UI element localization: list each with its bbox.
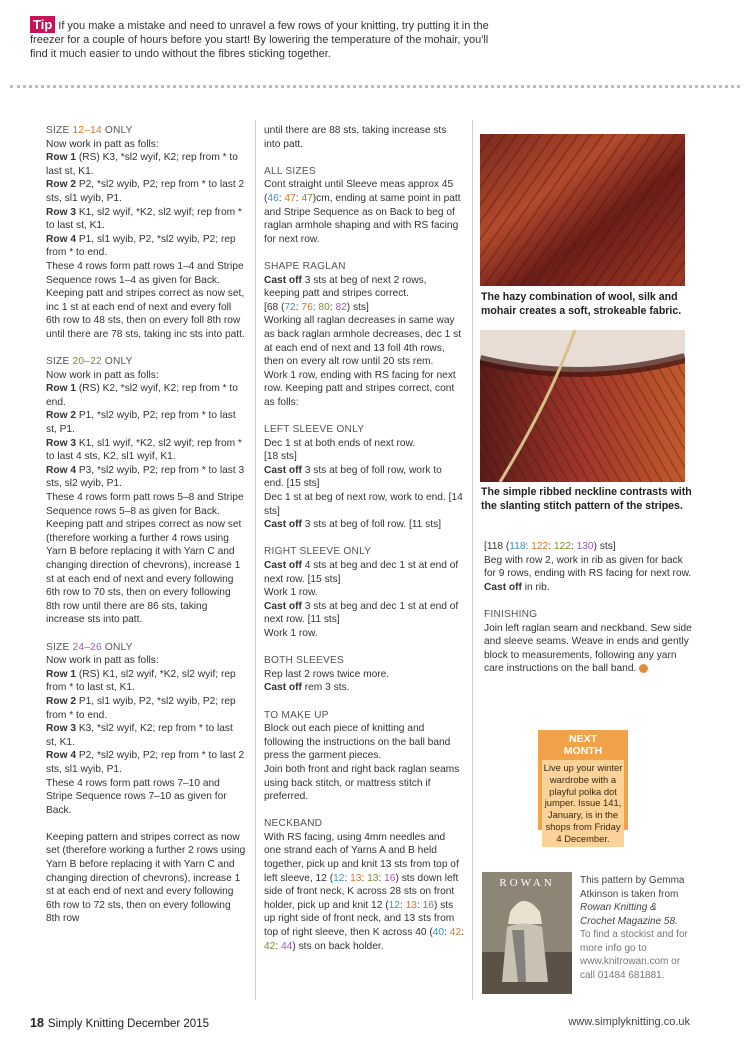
instruction: Beg with row 2, work in rib as given for back for 9 rows, ending with RS facing for next row. (484, 554, 692, 580)
instruction: Cast off 3 sts at beg and dec 1 st at end of next row. [11 sts] (264, 600, 459, 626)
instruction: Rep last 2 rows twice more. (264, 668, 390, 680)
pattern-column-3 (484, 540, 694, 676)
pattern-column-1 (46, 124, 246, 926)
next-month-title: MONTH (563, 744, 603, 757)
cover-brand: ROWAN (499, 877, 555, 889)
credit-text: This pattern by Gemma Atkinson is taken from Rowan Knitting & Crochet Magazine 58. To find a stockist and for more info go to www.knitrowan.com or call 01484 681881. (580, 875, 688, 981)
instruction: Keeping patt and stripes correct as now set, inc 1 st at each end of next and every foll 6th row to 48 sts, then on every foll 8th row until there are 78 sts, taking inc sts into patt. (46, 288, 245, 340)
footer-url[interactable]: www.simplyknitting.co.uk (568, 1016, 690, 1028)
instruction: Block out each piece of knitting and following the instructions on the ball band press the garment pieces. (264, 723, 451, 762)
next-month-title: NEXT (568, 733, 597, 745)
section-heading: SIZE 12–14 ONLY (46, 125, 133, 136)
instruction: Work 1 row. (264, 627, 318, 639)
instruction: Dec 1 st at beg of next row, work to end. [14 sts] (264, 492, 463, 517)
row-instruction: Row 3 K3, *sl2 wyif, K2; rep from * to last st, K1. (46, 723, 233, 748)
row-instruction: Row 2 P2, *sl2 wyib, P2; rep from * to last 2 sts, sl1 wyib, P1. (46, 179, 245, 204)
next-month-box (538, 730, 628, 844)
instruction: Now work in patt as folls: (46, 369, 159, 381)
row-instruction: Row 3 K1, sl1 wyif, *K2, sl2 wyif; rep from * to last 4 sts, K2, sl1 wyif, K1. (46, 437, 242, 463)
row-instruction: Row 2 P1, sl1 wyib, P2, *sl2 wyib, P2; rep from * to end. (46, 695, 236, 721)
section-heading: ALL SIZES (264, 165, 316, 177)
row-instruction: Row 4 P1, sl1 wyib, P2, *sl2 wyib, P2; rep from * to end. (46, 233, 236, 259)
dotted-divider (10, 85, 740, 88)
instruction: Work 1 row. (264, 587, 318, 599)
instruction: Keeping pattern and stripes correct as now set (therefore working a further 2 rows using Yarn B before replacing it with Yarn C and changing direction of chevrons), increase 1 st at each end of next and every following 6th row to 72 sts, then on every following 8th row (46, 831, 246, 925)
section-heading: LEFT SLEEVE ONLY (264, 424, 365, 436)
instruction: These 4 rows form patt rows 7–10 and Stripe Sequence rows 7–10 as given for Back. (46, 777, 227, 816)
instruction: Working all raglan decreases in same way as back raglan armhole decreases, dec 1 st at each end of next and 13 foll 4th rows, then on every alt row until 20 sts rem. (264, 315, 462, 368)
section-heading: SIZE 20–22 ONLY (46, 356, 133, 368)
row-instruction: Row 1 (RS) K1, sl2 wyif, *K2, sl2 wyif; rep from * to last st, K1. (46, 668, 236, 694)
instruction: [68 (72: 76: 80: 82) sts] (264, 301, 369, 313)
instruction: These 4 rows form patt rows 5–8 and Stripe Sequence rows 5–8 as given for Back. (46, 492, 244, 517)
instruction: Keeping patt and stripes correct as now set (therefore working a further 4 rows using Yarn B before replacing it with Yarn C and changing direction of chevrons), increase 1 st at each end of next and every following 6th row to 70 sts, then on every following 8th row until there are 86 sts, taking increase sts into patt. (46, 519, 242, 626)
footer-page (30, 1016, 209, 1030)
instruction: until there are 88 sts, taking increase sts into patt. (264, 125, 447, 150)
photo-caption: The simple ribbed neckline contrasts with the slanting stitch pattern of the stripes. (481, 486, 692, 512)
instruction: Work 1 row, ending with RS facing for next row. Keeping patt and stripes correct, cont as folls: (264, 369, 456, 408)
column-rule-1 (255, 120, 256, 1000)
section-heading: SIZE 24–26 ONLY (46, 641, 133, 653)
instruction: Cast off 3 sts at beg of foll row, work to end. [15 sts] (264, 464, 442, 490)
instruction: With RS facing, using 4mm needles and one strand each of Yarns A and B held together, pick up and knit 13 sts from top of left sleeve, 12 (12: 13: 13: 16) sts down left side of front neck, K across 28 sts on front holder, pick up and knit 12 (12: 13: 16) sts up right side of front neck, and 13 sts from top of right sleeve, then K across 40 (40: 42: 42: 44) sts on back holder. (264, 831, 464, 952)
neckline-photo (480, 330, 685, 482)
instruction: Join left raglan seam and neckband. Sew side and sleeve seams. Weave in ends and gently block to measurements, following any yarn care instructions on the ball band. (484, 622, 692, 675)
row-instruction: Row 2 P1, *sl2 wyib, P2; rep from * to last st, P1. (46, 410, 236, 436)
instruction: Dec 1 st at both ends of next row. (264, 437, 416, 449)
section-heading: BOTH SLEEVES (264, 655, 344, 667)
instruction: [18 sts] (264, 451, 297, 463)
tip-box (30, 16, 500, 62)
row-instruction: Row 3 K1, sl2 wyif, *K2, sl2 wyif; rep from * to last st, K1. (46, 206, 242, 232)
instruction: Cast off rem 3 sts. (264, 682, 350, 694)
page-number: 18 (30, 1016, 44, 1030)
row-instruction: Row 4 P3, *sl2 wyib, P2; rep from * to last 3 sts, sl2 wyib, P1. (46, 464, 245, 490)
section-heading: SHAPE RAGLAN (264, 260, 346, 272)
instruction: Cast off 4 sts at beg and dec 1 st at end of next row. [15 sts] (264, 560, 459, 585)
knit-fabric-photo (480, 134, 685, 286)
section-heading: FINISHING (484, 608, 538, 620)
section-heading: RIGHT SLEEVE ONLY (264, 546, 372, 558)
row-instruction: Row 1 (RS) K3, *sl2 wyif, K2; rep from * to last st, K1. (46, 152, 238, 177)
section-heading: TO MAKE UP (264, 709, 329, 721)
column-rule-2 (472, 120, 473, 1000)
instruction: Now work in patt as folls: (46, 655, 159, 667)
row-instruction: Row 1 (RS) K2, *sl2 wyif, K2; rep from * to end. (46, 383, 238, 408)
instruction: [118 (118: 122: 122: 130) sts] (484, 541, 616, 552)
row-instruction: Row 4 P2, *sl2 wyib, P2; rep from * to last 2 sts, sl1 wyib, P1. (46, 750, 245, 775)
tip-label: Tip (30, 16, 55, 33)
instruction: Join both front and right back raglan seams using back stitch, or mattress stitch if preferred. (264, 763, 460, 803)
magazine-issue: Simply Knitting December 2015 (47, 1018, 209, 1030)
pattern-column-2 (264, 124, 464, 953)
instruction: Cast off 3 sts at beg of next 2 rows, keeping patt and stripes correct. (264, 274, 427, 300)
instruction: Cast off 3 sts at beg of foll row. [11 sts] (264, 519, 442, 531)
magazine-cover-image (482, 872, 572, 994)
instruction: Cast off in rib. (484, 581, 550, 593)
section-heading: NECKBAND (264, 818, 323, 830)
tip-text: If you make a mistake and need to unravel a few rows of your knitting, try putting it in the freezer for a couple of hours before you start! By lowering the temperature of the mohair, you'll find it much easier to undo without the fibres sticking together. (30, 20, 489, 61)
end-mark-icon (639, 664, 648, 673)
photo-caption: The hazy combination of wool, silk and mohair creates a soft, strokeable fabric. (481, 291, 682, 317)
instruction: Now work in patt as folls: (46, 138, 159, 150)
next-month-text: Live up your winter wardrobe with a playful polka dot jumper. Issue 141, January, is in the shops from Friday 4 December. (542, 760, 624, 847)
instruction: These 4 rows form patt rows 1–4 and Stripe Sequence rows 1–4 as given for Back. (46, 260, 244, 286)
instruction: Cont straight until Sleeve meas approx 45 (46: 47: 47)cm, ending at same point in patt and Stripe Sequence as on Back to beg of raglan armhole shaping and with RS facing for next row. (264, 179, 461, 245)
